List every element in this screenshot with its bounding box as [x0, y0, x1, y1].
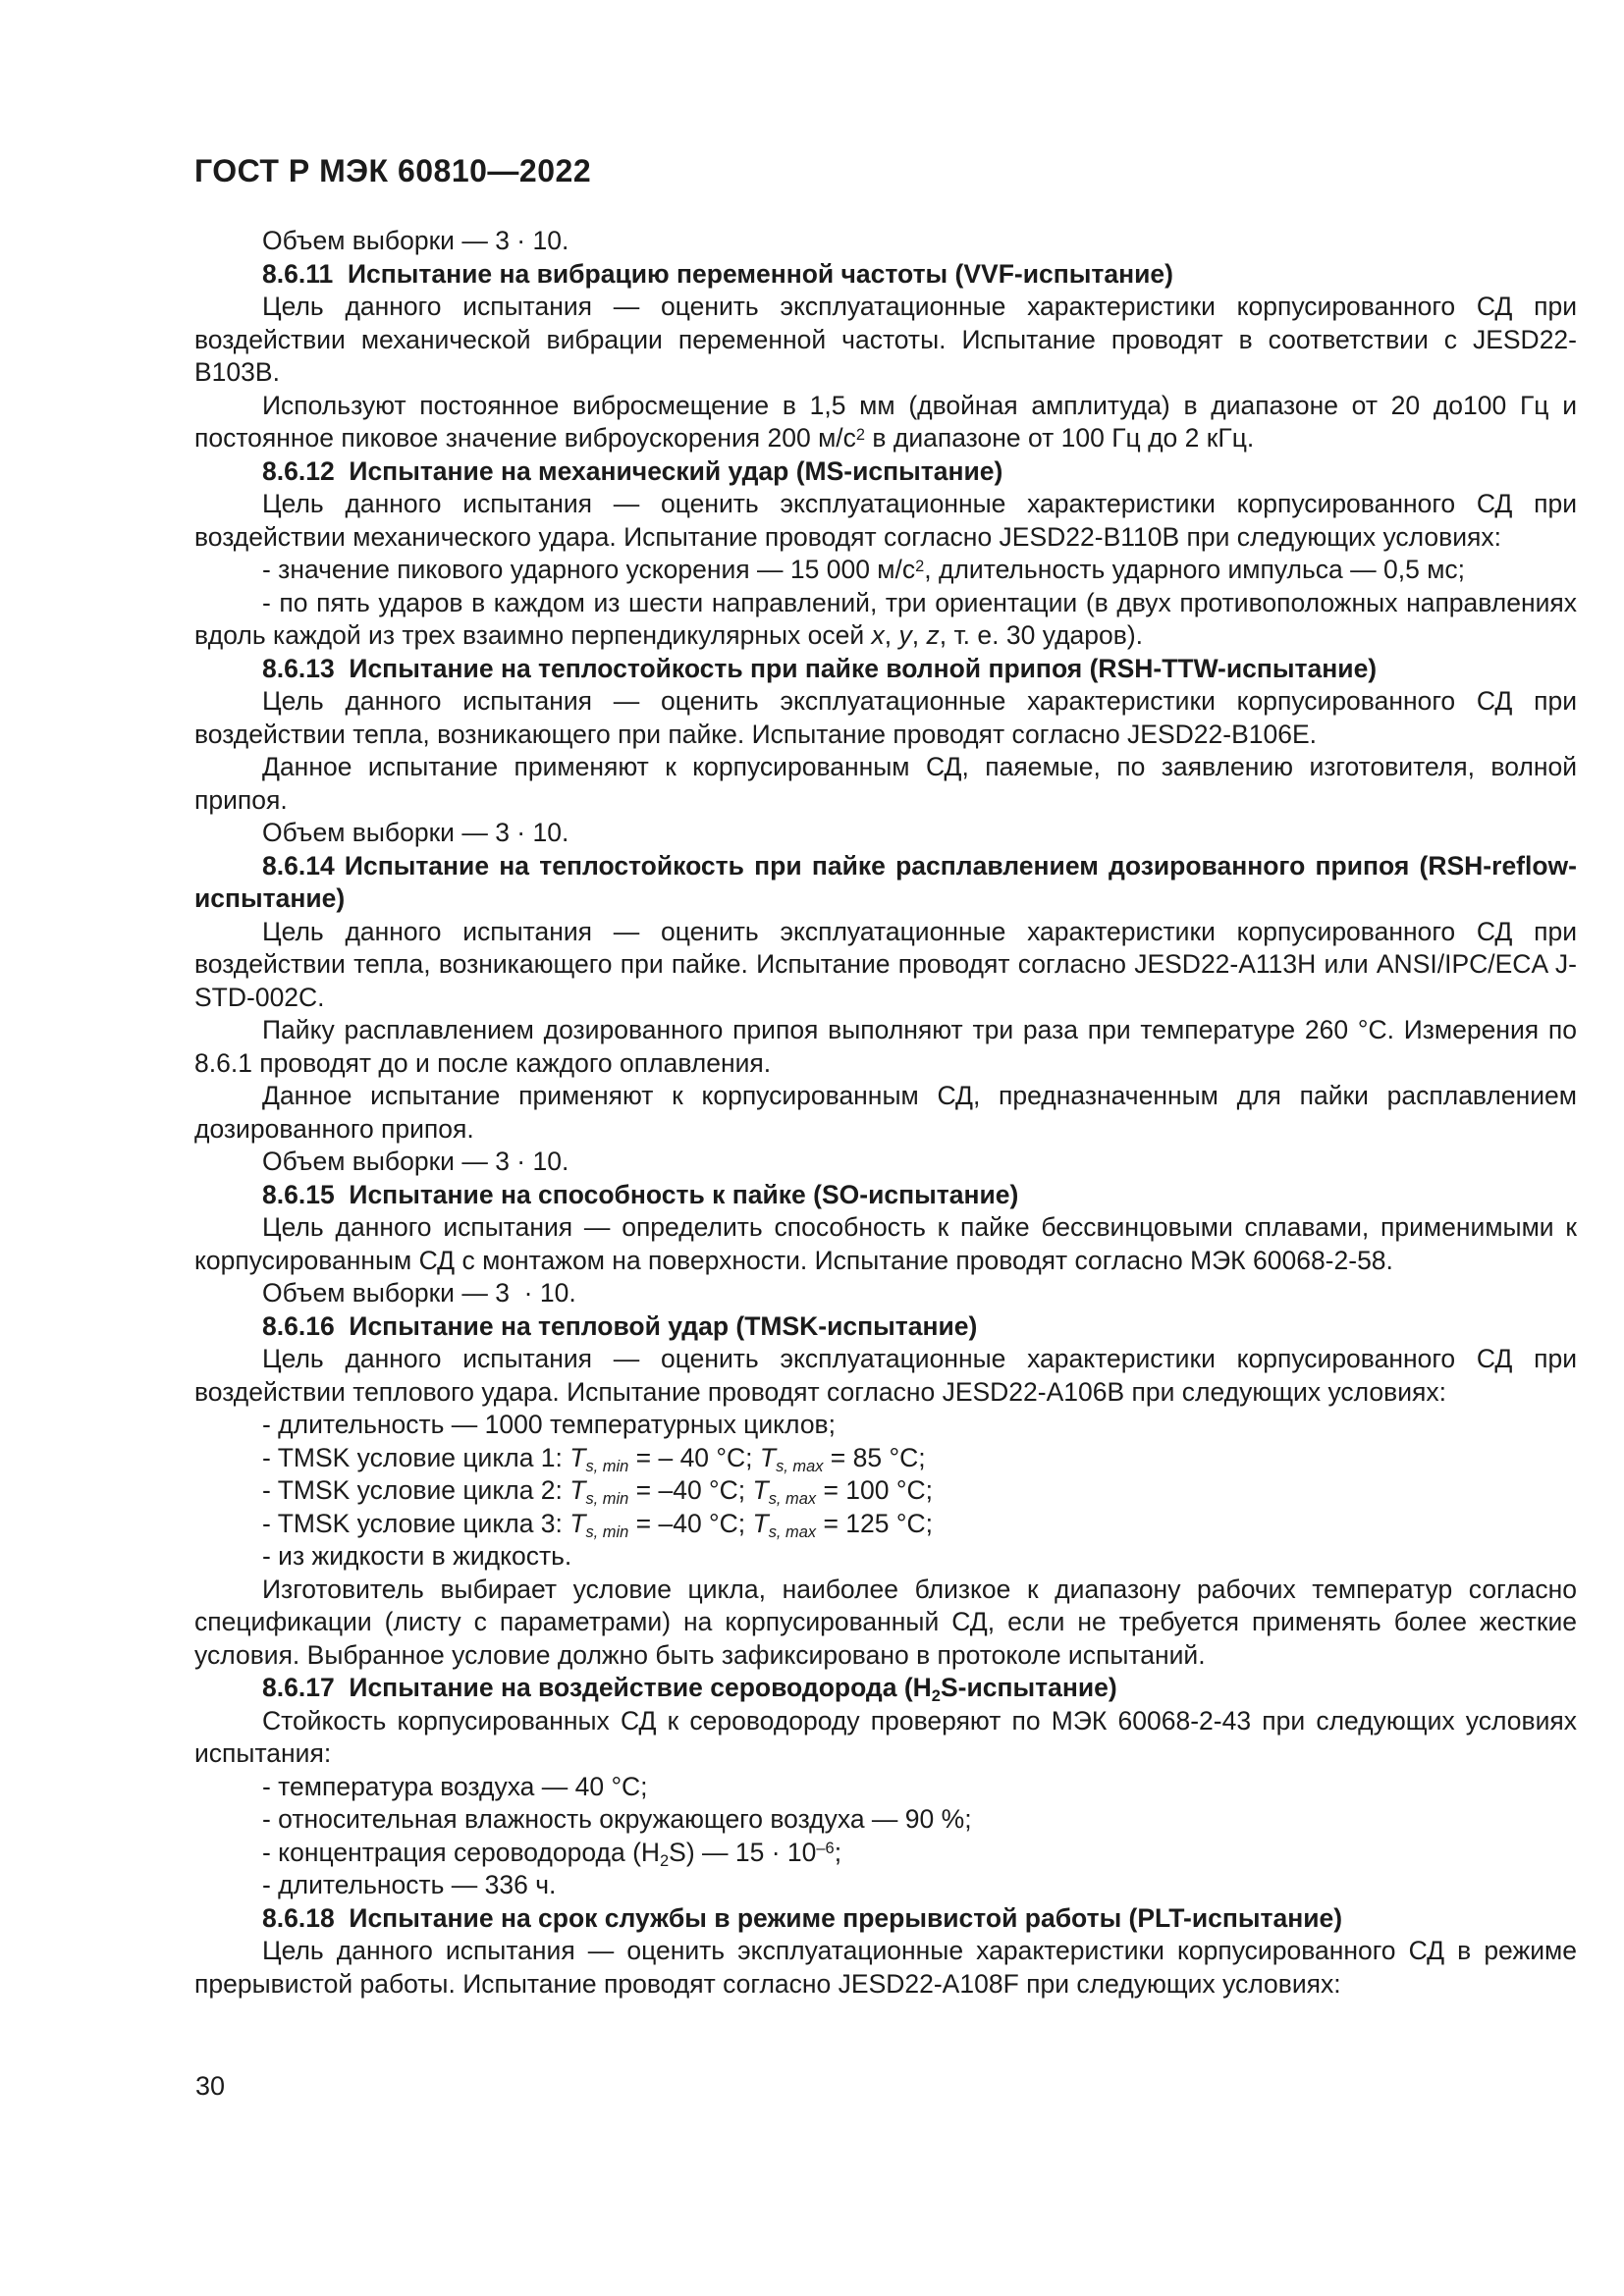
text-segment: s, max [768, 1522, 817, 1541]
text-segment: Объем выборки — 3 · 10. [262, 226, 569, 255]
text-segment: ; [834, 1837, 842, 1867]
paragraph [194, 1705, 1577, 1771]
section-heading [194, 1902, 1577, 1936]
paragraph [194, 751, 1577, 817]
list-item [194, 587, 1577, 653]
paragraph [194, 1146, 1577, 1179]
text-segment: = 85 °C; [823, 1442, 926, 1472]
text-segment: - концентрация сероводорода (H [262, 1837, 661, 1867]
list-item [194, 1771, 1577, 1804]
paragraph [194, 1277, 1577, 1310]
text-segment: Изготовитель выбирает условие цикла, наиболее близкое к диапазону рабочих температур согласно спецификации (листу с параметрами) на корпусированный СД, если не требуется применять более жесткие условия. Выбранное условие должно быть зафиксировано в протоколе испытаний. [194, 1574, 1577, 1670]
text-segment: Цель данного испытания — оценить эксплуатационные характеристики корпусированного СД при воздействии тепла, возникающего при пайке. Испытание проводят согласно JESD22-A113H или ANSI/IPC/ECA J-STD-002C. [194, 916, 1577, 1012]
page-number: 30 [195, 2071, 226, 2101]
section-heading [194, 1672, 1577, 1705]
paragraph [194, 1343, 1577, 1409]
section-heading [194, 1179, 1577, 1212]
text-segment: , [911, 620, 927, 650]
text-segment: 2 [660, 1851, 670, 1870]
text-segment: , т. е. 30 ударов). [939, 620, 1144, 650]
section-heading [194, 258, 1577, 292]
text-segment: s, min [585, 1490, 629, 1509]
paragraph [194, 1080, 1577, 1146]
text-segment: 2 [855, 425, 866, 444]
text-segment: - TMSK условие цикла 2: [262, 1475, 570, 1505]
text-segment: Данное испытание применяют к корпусированным СД, предназначенным для пайки расплавлением дозированного припоя. [194, 1081, 1577, 1144]
text-segment: = – 40 °C; [628, 1442, 760, 1472]
text-segment: 2 [931, 1687, 941, 1706]
list-item [194, 1409, 1577, 1442]
paragraph [194, 685, 1577, 751]
text-segment: Стойкость корпусированных СД к сероводороду проверяют по МЭК 60068-2-43 при следующих условиях испытания: [194, 1705, 1577, 1768]
text-segment: s, min [585, 1522, 629, 1541]
paragraph [194, 817, 1577, 850]
text-segment: –6 [816, 1840, 835, 1858]
text-segment: 2 [915, 557, 925, 575]
text-segment: z [926, 620, 940, 650]
text-segment: - значение пикового ударного ускорения — 15 000 м/с [262, 555, 916, 584]
text-segment: 8.6.17 Испытание на воздействие сероводорода (H [262, 1673, 932, 1702]
list-item [194, 1837, 1577, 1870]
text-segment: x [871, 620, 885, 650]
text-segment: y [898, 620, 912, 650]
text-segment: T [569, 1442, 586, 1472]
paragraph [194, 1935, 1577, 2001]
text-segment: = –40 °C; [628, 1508, 753, 1538]
text-segment: S) — 15 · 10 [669, 1837, 817, 1867]
section-heading [194, 1310, 1577, 1344]
text-segment: s, max [768, 1490, 817, 1509]
text-segment: Пайку расплавлением дозированного припоя выполняют три раза при температуре 260 °C. Измерения по 8.6.1 проводят до и после каждого оплавления. [194, 1015, 1577, 1078]
text-segment: , длительность ударного импульса — 0,5 мс; [924, 555, 1466, 584]
paragraph [194, 1211, 1577, 1277]
text-segment: - длительность — 1000 температурных циклов; [262, 1410, 836, 1439]
text-segment: Цель данного испытания — оценить эксплуатационные характеристики корпусированного СД при воздействии тепла, возникающего при пайке. Испытание проводят согласно JESD22-B106E. [194, 686, 1577, 749]
text-segment: - TMSK условие цикла 3: [262, 1508, 570, 1538]
text-segment: 8.6.16 Испытание на тепловой удар (TMSK-испытание) [262, 1310, 978, 1341]
text-segment: T [569, 1508, 586, 1538]
text-segment: - TMSK условие цикла 1: [262, 1442, 570, 1472]
paragraph [194, 1014, 1577, 1080]
text-segment: 8.6.14 Испытание на теплостойкость при пайке расплавлением дозированного припоя (RSH-reflow-испытание) [194, 850, 1577, 913]
text-segment: 8.6.13 Испытание на теплостойкость при пайке волной припоя (RSH-TTW-испытание) [262, 653, 1378, 683]
text-segment: 8.6.12 Испытание на механический удар (MS-испытание) [262, 455, 1003, 486]
text-segment: Объем выборки — 3 · 10. [262, 818, 569, 847]
document-body [194, 225, 1577, 2001]
text-segment: = –40 °C; [628, 1475, 753, 1505]
list-item [194, 1508, 1577, 1541]
paragraph [194, 916, 1577, 1015]
text-segment: 8.6.18 Испытание на срок службы в режиме прерывистой работы (PLT-испытание) [262, 1902, 1343, 1933]
text-segment: - по пять ударов в каждом из шести направлений, три ориентации (в двух противоположных направлениях вдоль каждой из трех взаимно перпендикулярных осей [194, 587, 1577, 650]
text-segment: = 125 °C; [816, 1508, 933, 1538]
paragraph [194, 291, 1577, 390]
text-segment: 8.6.11 Испытание на вибрацию переменной частоты (VVF-испытание) [262, 258, 1173, 289]
section-heading [194, 653, 1577, 686]
text-segment: S-испытание) [940, 1673, 1117, 1702]
list-item [194, 1474, 1577, 1508]
text-segment: , [884, 620, 899, 650]
document-header-title: ГОСТ Р МЭК 60810—2022 [194, 153, 592, 188]
text-segment: 8.6.15 Испытание на способность к пайке (SO-испытание) [262, 1179, 1019, 1209]
paragraph [194, 1574, 1577, 1673]
text-segment: Используют постоянное вибросмещение в 1,5 мм (двойная амплитуда) в диапазоне от 20 до100 Гц и постоянное пиковое значение виброускорения 200 м/с [194, 390, 1577, 453]
text-segment: s, max [776, 1457, 824, 1475]
text-segment: Объем выборки — 3 · 10. [262, 1278, 576, 1308]
text-segment: Цель данного испытания — определить способность к пайке бессвинцовыми сплавами, применимыми к корпусированным СД с монтажом на поверхности. Испытание проводят согласно МЭК 60068-2-58. [194, 1212, 1577, 1275]
list-item [194, 1803, 1577, 1837]
paragraph [194, 488, 1577, 554]
text-segment: s, min [585, 1457, 629, 1475]
list-item [194, 1442, 1577, 1475]
paragraph [194, 225, 1577, 258]
text-segment: T [759, 1442, 777, 1472]
section-heading [194, 850, 1577, 916]
text-segment: T [752, 1475, 769, 1505]
text-segment: - длительность — 336 ч. [262, 1870, 557, 1899]
text-segment: Цель данного испытания — оценить эксплуатационные характеристики корпусированного СД при воздействии теплового удара. Испытание проводят согласно JESD22-A106B при следующих условиях: [194, 1344, 1577, 1407]
text-segment: T [569, 1475, 586, 1505]
list-item [194, 1540, 1577, 1574]
text-segment: - из жидкости в жидкость. [262, 1541, 572, 1571]
text-segment: Объем выборки — 3 · 10. [262, 1147, 569, 1176]
text-segment: Цель данного испытания — оценить эксплуатационные характеристики корпусированного СД в режиме прерывистой работы. Испытание проводят согласно JESD22-A108F при следующих условиях: [194, 1936, 1577, 1999]
text-segment: Цель данного испытания — оценить эксплуатационные характеристики корпусированного СД при воздействии механического удара. Испытание проводят согласно JESD22-B110B при следующих условиях: [194, 489, 1577, 552]
text-segment: Данное испытание применяют к корпусированным СД, паяемые, по заявлению изготовителя, волной припоя. [194, 752, 1577, 815]
text-segment: - температура воздуха — 40 °C; [262, 1771, 648, 1801]
paragraph [194, 390, 1577, 455]
text-segment: - относительная влажность окружающего воздуха — 90 %; [262, 1804, 972, 1834]
text-segment: Цель данного испытания — оценить эксплуатационные характеристики корпусированного СД при воздействии механической вибрации переменной частоты. Испытание проводят в соответствии с JESD22-B103B. [194, 292, 1577, 387]
text-segment: в диапазоне от 100 Гц до 2 кГц. [865, 423, 1255, 453]
text-segment: = 100 °C; [816, 1475, 933, 1505]
list-item [194, 554, 1577, 587]
section-heading [194, 455, 1577, 489]
text-segment: T [752, 1508, 769, 1538]
list-item [194, 1869, 1577, 1902]
